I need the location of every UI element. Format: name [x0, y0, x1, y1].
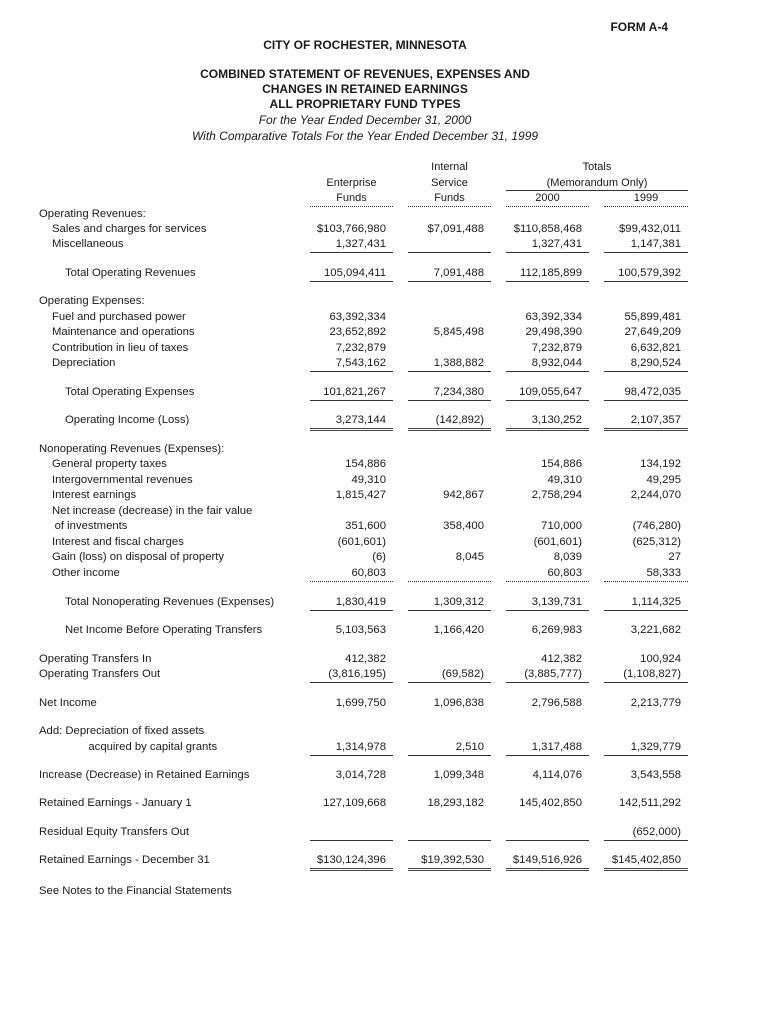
statement-title-line-1: COMBINED STATEMENT OF REVENUES, EXPENSES AND	[200, 67, 530, 81]
dotted-underline	[310, 581, 393, 582]
single-underline	[310, 281, 393, 282]
double-underline	[506, 428, 589, 431]
double-underline	[408, 868, 491, 871]
col-year-2000: 2000	[535, 192, 560, 204]
cell-internal-service: 8,045	[455, 551, 484, 563]
single-underline	[506, 610, 589, 611]
cell-enterprise: (3,816,195)	[328, 668, 386, 680]
row-label: Operating Expenses:	[39, 295, 145, 307]
cell-total-1999: (1,108,827)	[623, 668, 681, 680]
cell-total-1999: 3,543,558	[630, 769, 681, 781]
row-label: acquired by capital grants	[88, 741, 218, 753]
cell-total-2000: 1,327,431	[531, 238, 582, 250]
single-underline	[604, 755, 688, 756]
single-underline	[408, 252, 491, 253]
table-row	[0, 237, 770, 253]
table-row	[0, 341, 770, 357]
cell-enterprise: 1,327,431	[335, 238, 386, 250]
col-year-1999: 1999	[633, 192, 659, 204]
cell-enterprise: 1,830,419	[335, 596, 386, 608]
cell-total-2000: $149,516,926	[512, 854, 582, 866]
cell-total-1999: 8,290,524	[630, 357, 681, 369]
table-row	[0, 207, 770, 223]
single-underline	[408, 400, 491, 401]
cell-total-1999: 27	[668, 551, 681, 563]
cell-internal-service: 1,099,348	[433, 769, 484, 781]
table-row	[0, 442, 770, 458]
cell-total-2000: 710,000	[541, 520, 582, 532]
cell-total-1999: 2,244,070	[630, 489, 681, 501]
row-label: Operating Transfers Out	[39, 668, 161, 680]
cell-total-1999: (746,280)	[632, 520, 681, 532]
cell-enterprise: 1,314,978	[335, 741, 386, 753]
table-row	[0, 696, 770, 712]
table-row	[0, 724, 770, 740]
cell-internal-service: 18,293,182	[427, 797, 484, 809]
cell-total-1999: 3,221,682	[630, 624, 681, 636]
single-underline	[310, 400, 393, 401]
cell-total-2000: 412,382	[541, 653, 582, 665]
single-underline	[310, 610, 393, 611]
cell-total-1999: 2,107,357	[630, 414, 681, 426]
cell-internal-service: 7,091,488	[433, 267, 484, 279]
cell-total-1999: (625,312)	[632, 536, 681, 548]
dotted-underline	[604, 581, 688, 582]
cell-total-2000: 109,055,647	[519, 386, 582, 398]
cell-total-2000: 60,803	[547, 567, 582, 579]
cell-internal-service: 1,096,838	[433, 697, 484, 709]
cell-total-2000: $110,858,468	[513, 223, 582, 235]
row-label: Increase (Decrease) in Retained Earnings	[39, 769, 250, 781]
cell-enterprise: 154,886	[345, 458, 386, 470]
cell-enterprise: 49,310	[351, 474, 386, 486]
cell-enterprise: 3,014,728	[335, 769, 386, 781]
table-row	[0, 566, 770, 582]
row-label: Net increase (decrease) in the fair value	[52, 505, 253, 517]
cell-internal-service: 2,510	[455, 741, 484, 753]
single-underline	[604, 682, 688, 683]
row-label: Residual Equity Transfers Out	[39, 826, 190, 838]
cell-enterprise: 63,392,334	[329, 311, 386, 323]
table-row	[0, 266, 770, 282]
row-label: Depreciation	[52, 357, 116, 369]
cell-total-2000: 112,185,899	[520, 267, 582, 279]
cell-total-1999: $99,432,011	[619, 223, 681, 235]
cell-enterprise: 101,821,267	[323, 386, 386, 398]
cell-total-2000: 3,139,731	[531, 596, 582, 608]
cell-enterprise: 412,382	[345, 653, 386, 665]
cell-internal-service: (69,582)	[441, 668, 484, 680]
cell-total-1999: (652,000)	[632, 826, 681, 838]
single-underline	[408, 371, 491, 372]
row-label: Retained Earnings - January 1	[39, 797, 192, 809]
row-label: Gain (loss) on disposal of property	[52, 551, 225, 563]
row-label: Operating Income (Loss)	[65, 414, 190, 426]
cell-total-2000: 63,392,334	[525, 311, 582, 323]
cell-internal-service: (142,892)	[435, 414, 484, 426]
cell-enterprise: 127,109,668	[323, 797, 386, 809]
row-label: Total Operating Revenues	[65, 267, 196, 279]
single-underline	[506, 252, 589, 253]
cell-internal-service: 358,400	[443, 520, 484, 532]
row-label: Interest and fiscal charges	[52, 536, 184, 548]
single-underline	[408, 840, 491, 841]
single-underline	[506, 371, 589, 372]
table-row	[0, 356, 770, 372]
entity-name: CITY OF ROCHESTER, MINNESOTA	[263, 38, 467, 52]
single-underline	[604, 371, 688, 372]
dotted-underline	[408, 581, 491, 582]
cell-internal-service: $7,091,488	[427, 223, 484, 235]
table-row	[0, 667, 770, 683]
cell-total-1999: 49,295	[646, 474, 681, 486]
cell-enterprise: (601,601)	[337, 536, 386, 548]
row-label: Other income	[52, 567, 120, 579]
footer-note: See Notes to the Financial Statements	[39, 885, 232, 897]
form-id: FORM A-4	[610, 20, 668, 34]
cell-enterprise: 7,543,162	[335, 357, 386, 369]
table-row	[0, 768, 770, 784]
table-row	[0, 473, 770, 489]
table-row	[0, 222, 770, 238]
double-underline	[604, 868, 688, 871]
cell-total-1999: 6,632,821	[630, 342, 681, 354]
cell-total-1999: 2,213,779	[630, 697, 681, 709]
single-underline	[506, 400, 589, 401]
row-label: Nonoperating Revenues (Expenses):	[39, 443, 225, 455]
cell-internal-service: 1,388,882	[433, 357, 484, 369]
table-row	[0, 385, 770, 401]
statement-period: For the Year Ended December 31, 2000	[258, 113, 472, 127]
table-row	[0, 310, 770, 326]
cell-total-2000: 145,402,850	[519, 797, 582, 809]
cell-enterprise: 351,600	[345, 520, 386, 532]
cell-enterprise: 105,094,411	[324, 267, 386, 279]
table-row	[0, 550, 770, 566]
single-underline	[408, 755, 491, 756]
table-row	[0, 740, 770, 756]
table-row	[0, 294, 770, 310]
table-row	[0, 413, 770, 429]
cell-enterprise: 1,815,427	[335, 489, 386, 501]
single-underline	[310, 682, 393, 683]
row-label: Total Operating Expenses	[65, 386, 195, 398]
cell-total-2000: 49,310	[547, 474, 582, 486]
cell-total-1999: 55,899,481	[624, 311, 681, 323]
table-row	[0, 325, 770, 341]
cell-total-1999: 1,114,325	[631, 596, 681, 608]
cell-total-2000: 3,130,252	[531, 414, 582, 426]
row-label: Contribution in lieu of taxes	[52, 342, 189, 354]
col-internal-line-3: Funds	[434, 192, 465, 204]
single-underline	[604, 281, 688, 282]
single-underline	[310, 840, 393, 841]
cell-enterprise: (6)	[372, 551, 386, 563]
col-internal-line-1: Internal	[431, 161, 468, 173]
statement-title-line-2: CHANGES IN RETAINED EARNINGS	[262, 82, 468, 96]
row-label: Retained Earnings - December 31	[39, 854, 210, 866]
col-internal-line-2: Service	[431, 177, 468, 189]
table-row	[0, 796, 770, 812]
cell-total-1999: 1,147,381	[630, 238, 681, 250]
single-underline	[408, 682, 491, 683]
row-label: Total Nonoperating Revenues (Expenses)	[65, 596, 275, 608]
double-underline	[310, 428, 393, 431]
col-totals-line-2: (Memorandum Only)	[546, 177, 648, 189]
statement-comparative: With Comparative Totals For the Year Ended December 31, 1999	[191, 129, 539, 143]
col-totals-line-1: Totals	[582, 161, 612, 173]
table-row	[0, 535, 770, 551]
single-underline	[310, 371, 393, 372]
cell-total-2000: 8,932,044	[531, 357, 582, 369]
single-underline	[408, 281, 491, 282]
col-enterprise-line-2: Funds	[336, 192, 367, 204]
single-underline	[310, 252, 393, 253]
cell-total-2000: 2,758,294	[531, 489, 582, 501]
table-row	[0, 519, 770, 535]
row-label: Sales and charges for services	[52, 223, 207, 235]
statement-title-line-3: ALL PROPRIETARY FUND TYPES	[269, 97, 461, 111]
row-label: Net Income	[39, 697, 97, 709]
cell-total-1999: 142,511,292	[619, 797, 681, 809]
cell-total-1999: 27,649,209	[624, 326, 681, 338]
table-row	[0, 825, 770, 841]
cell-internal-service: 7,234,380	[433, 386, 484, 398]
cell-enterprise: $103,766,980	[316, 223, 386, 235]
cell-enterprise: 1,699,750	[335, 697, 386, 709]
single-underline	[604, 400, 688, 401]
cell-enterprise: 7,232,879	[335, 342, 386, 354]
single-underline	[408, 610, 491, 611]
row-label: Miscellaneous	[52, 238, 124, 250]
single-underline	[310, 755, 393, 756]
cell-enterprise: 23,652,892	[329, 326, 386, 338]
cell-internal-service: 5,845,498	[433, 326, 484, 338]
row-label: General property taxes	[52, 458, 167, 470]
cell-total-1999: 58,333	[646, 567, 681, 579]
single-underline	[506, 281, 589, 282]
cell-internal-service: 1,309,312	[433, 596, 484, 608]
cell-total-2000: 8,039	[553, 551, 582, 563]
cell-total-1999: 98,472,035	[624, 386, 681, 398]
cell-total-1999: 100,924	[640, 653, 681, 665]
cell-total-2000: 4,114,076	[532, 769, 582, 781]
cell-total-2000: 7,232,879	[531, 342, 582, 354]
double-underline	[506, 868, 589, 871]
dotted-underline	[506, 581, 589, 582]
double-underline	[310, 868, 393, 871]
row-label: Intergovernmental revenues	[52, 474, 193, 486]
cell-total-2000: 2,796,588	[531, 697, 582, 709]
cell-total-1999: 134,192	[640, 458, 681, 470]
cell-total-2000: (601,601)	[533, 536, 582, 548]
single-underline	[506, 682, 589, 683]
table-row	[0, 488, 770, 504]
cell-enterprise: 3,273,144	[335, 414, 386, 426]
double-underline	[408, 428, 491, 431]
cell-total-1999: 100,579,392	[618, 267, 681, 279]
cell-enterprise: $130,124,396	[316, 854, 386, 866]
table-row	[0, 853, 770, 869]
cell-internal-service: 1,166,420	[433, 624, 484, 636]
row-label: of investments	[54, 520, 128, 532]
cell-enterprise: 5,103,563	[335, 624, 386, 636]
row-label: Add: Depreciation of fixed assets	[39, 725, 205, 737]
cell-total-2000: 154,886	[541, 458, 582, 470]
cell-total-2000: 1,317,488	[531, 741, 582, 753]
cell-total-1999: 1,329,779	[630, 741, 681, 753]
row-label: Maintenance and operations	[52, 326, 195, 338]
single-underline	[506, 840, 589, 841]
table-row	[0, 623, 770, 639]
single-underline	[604, 840, 688, 841]
row-label: Operating Revenues:	[39, 208, 146, 220]
cell-internal-service: $19,392,530	[421, 854, 484, 866]
row-label: Fuel and purchased power	[52, 311, 186, 323]
table-row	[0, 457, 770, 473]
cell-total-2000: (3,885,777)	[524, 668, 582, 680]
table-row	[0, 652, 770, 668]
table-row	[0, 504, 770, 520]
single-underline	[604, 252, 688, 253]
cell-total-2000: 29,498,390	[525, 326, 582, 338]
table-row	[0, 595, 770, 611]
col-enterprise-line-1: Enterprise	[326, 177, 377, 189]
single-underline	[604, 610, 688, 611]
cell-total-1999: $145,402,850	[611, 854, 681, 866]
cell-enterprise: 60,803	[351, 567, 386, 579]
row-label: Operating Transfers In	[39, 653, 152, 665]
double-underline	[604, 428, 688, 431]
row-label: Interest earnings	[52, 489, 137, 501]
single-underline	[506, 755, 589, 756]
cell-internal-service: 942,867	[443, 489, 484, 501]
cell-total-2000: 6,269,983	[531, 624, 582, 636]
row-label: Net Income Before Operating Transfers	[65, 624, 263, 636]
